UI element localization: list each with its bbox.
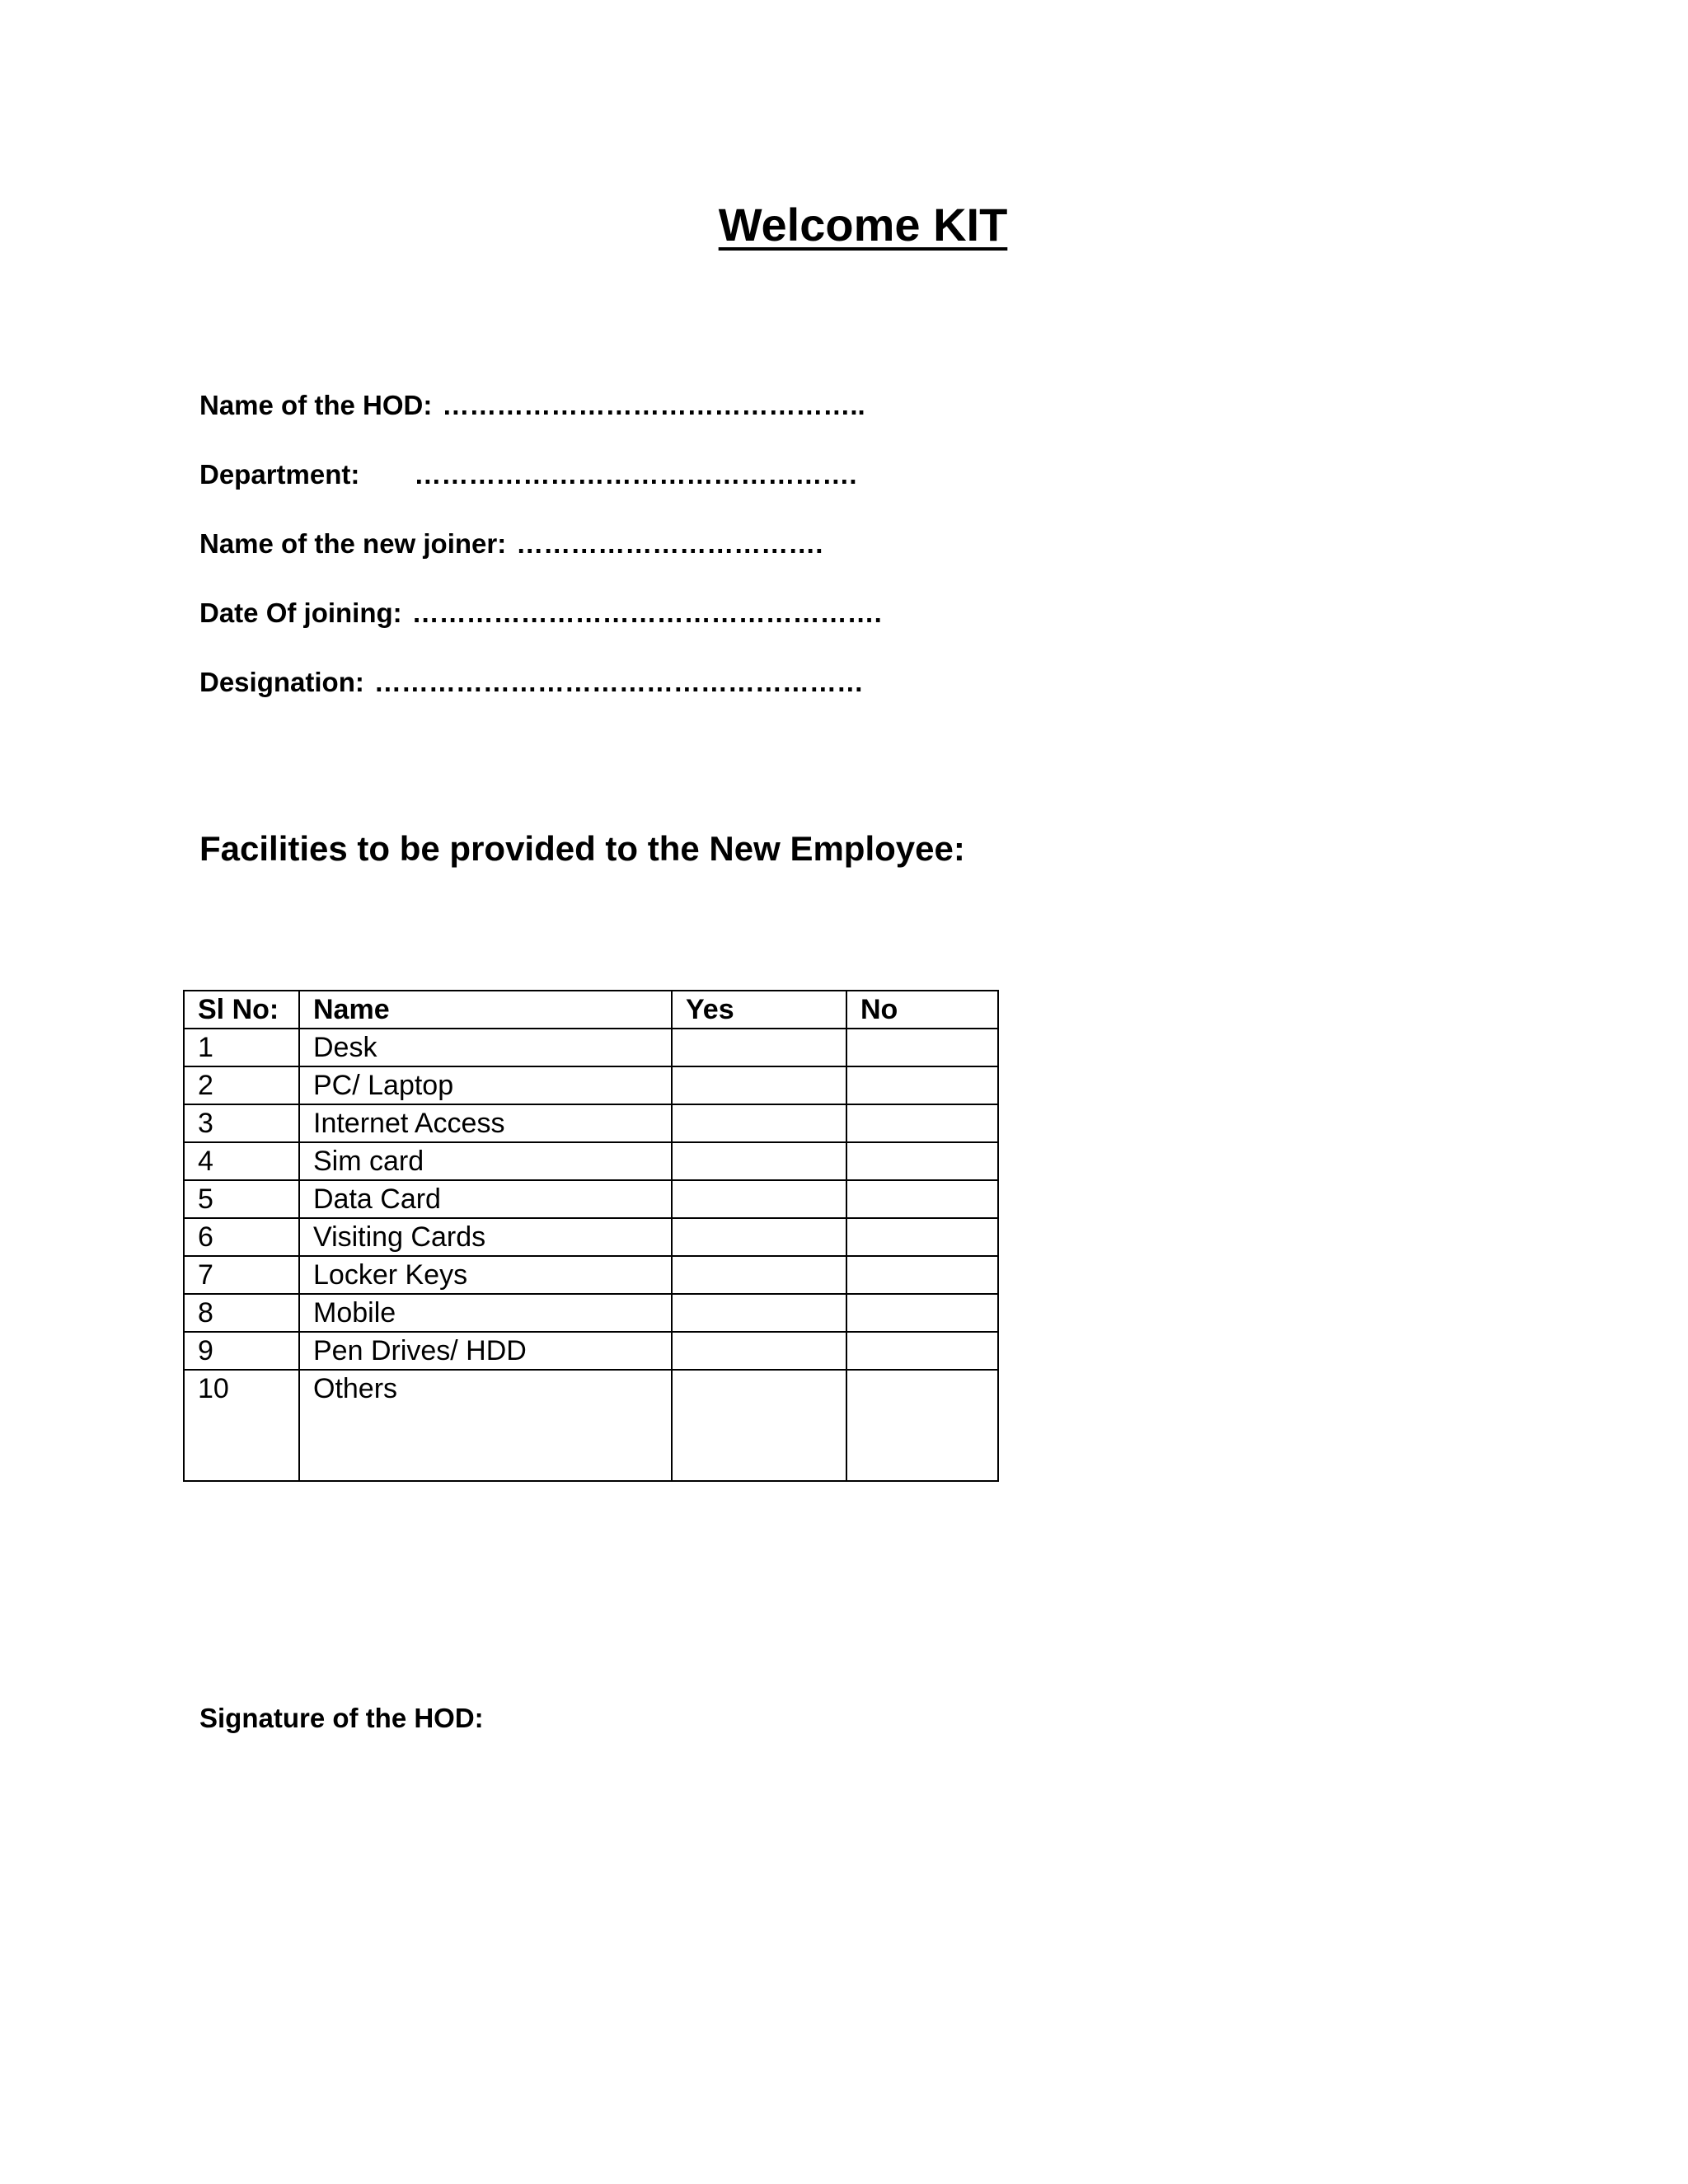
- designation-label: Designation:: [199, 667, 364, 697]
- hod-name-field: [199, 389, 865, 422]
- item-name-cell: Mobile: [299, 1294, 672, 1332]
- hod-name-label: Name of the HOD:: [199, 390, 433, 420]
- sl-no-cell: 7: [184, 1256, 299, 1294]
- column-header-sl-no: Sl No:: [184, 991, 299, 1029]
- item-name-cell: Others: [299, 1370, 672, 1481]
- column-header-no: No: [846, 991, 998, 1029]
- signature-label: Signature of the HOD:: [199, 1703, 484, 1733]
- date-of-joining-field: [199, 597, 882, 630]
- date-of-joining-label: Date Of joining:: [199, 598, 402, 628]
- table-row: [184, 1256, 998, 1294]
- item-name-cell: Data Card: [299, 1180, 672, 1218]
- table-row: [184, 1142, 998, 1180]
- yes-cell[interactable]: [672, 1180, 846, 1218]
- department-label: Department:: [199, 459, 360, 490]
- sl-no-cell: 9: [184, 1332, 299, 1370]
- no-cell[interactable]: [846, 1029, 998, 1066]
- no-cell[interactable]: [846, 1218, 998, 1256]
- item-name-cell: Visiting Cards: [299, 1218, 672, 1256]
- item-name-cell: PC/ Laptop: [299, 1066, 672, 1104]
- item-name-cell: Internet Access: [299, 1104, 672, 1142]
- table-row: [184, 1180, 998, 1218]
- sl-no-cell: 5: [184, 1180, 299, 1218]
- no-cell[interactable]: [846, 1370, 998, 1481]
- hod-name-input[interactable]: ………………………………………..: [442, 390, 865, 420]
- table-row: [184, 1370, 998, 1481]
- sl-no-cell: 10: [184, 1370, 299, 1481]
- table-row: [184, 1104, 998, 1142]
- column-header-name: Name: [299, 991, 672, 1029]
- table-row: [184, 1029, 998, 1066]
- designation-field: [199, 666, 864, 699]
- yes-cell[interactable]: [672, 1029, 846, 1066]
- sl-no-cell: 4: [184, 1142, 299, 1180]
- item-name-cell: Pen Drives/ HDD: [299, 1332, 672, 1370]
- no-cell[interactable]: [846, 1294, 998, 1332]
- yes-cell[interactable]: [672, 1066, 846, 1104]
- table-header-row: [184, 991, 998, 1029]
- no-cell[interactable]: [846, 1104, 998, 1142]
- department-input[interactable]: ………………………………………….: [414, 459, 857, 490]
- table-row: [184, 1294, 998, 1332]
- item-name-cell: Sim card: [299, 1142, 672, 1180]
- department-field: [199, 458, 857, 491]
- column-header-yes: Yes: [672, 991, 846, 1029]
- table-row: [184, 1332, 998, 1370]
- sl-no-cell: 2: [184, 1066, 299, 1104]
- yes-cell[interactable]: [672, 1218, 846, 1256]
- no-cell[interactable]: [846, 1332, 998, 1370]
- table-row: [184, 1218, 998, 1256]
- item-name-cell: Locker Keys: [299, 1256, 672, 1294]
- facilities-table: [183, 990, 999, 1482]
- date-of-joining-input[interactable]: …………………………………………….: [411, 598, 882, 628]
- sl-no-cell: 1: [184, 1029, 299, 1066]
- new-joiner-input[interactable]: …………………………….: [516, 528, 823, 559]
- new-joiner-label: Name of the new joiner:: [199, 528, 507, 559]
- no-cell[interactable]: [846, 1180, 998, 1218]
- sl-no-cell: 6: [184, 1218, 299, 1256]
- yes-cell[interactable]: [672, 1104, 846, 1142]
- no-cell[interactable]: [846, 1066, 998, 1104]
- yes-cell[interactable]: [672, 1332, 846, 1370]
- no-cell[interactable]: [846, 1142, 998, 1180]
- sl-no-cell: 8: [184, 1294, 299, 1332]
- table-row: [184, 1066, 998, 1104]
- sl-no-cell: 3: [184, 1104, 299, 1142]
- page-title: Welcome KIT: [718, 199, 1008, 251]
- facilities-heading: Facilities to be provided to the New Employee:: [199, 829, 965, 868]
- item-name-cell: Desk: [299, 1029, 672, 1066]
- yes-cell[interactable]: [672, 1294, 846, 1332]
- designation-input[interactable]: ………………………………………………: [373, 667, 864, 697]
- yes-cell[interactable]: [672, 1142, 846, 1180]
- yes-cell[interactable]: [672, 1256, 846, 1294]
- no-cell[interactable]: [846, 1256, 998, 1294]
- new-joiner-field: [199, 527, 823, 560]
- yes-cell[interactable]: [672, 1370, 846, 1481]
